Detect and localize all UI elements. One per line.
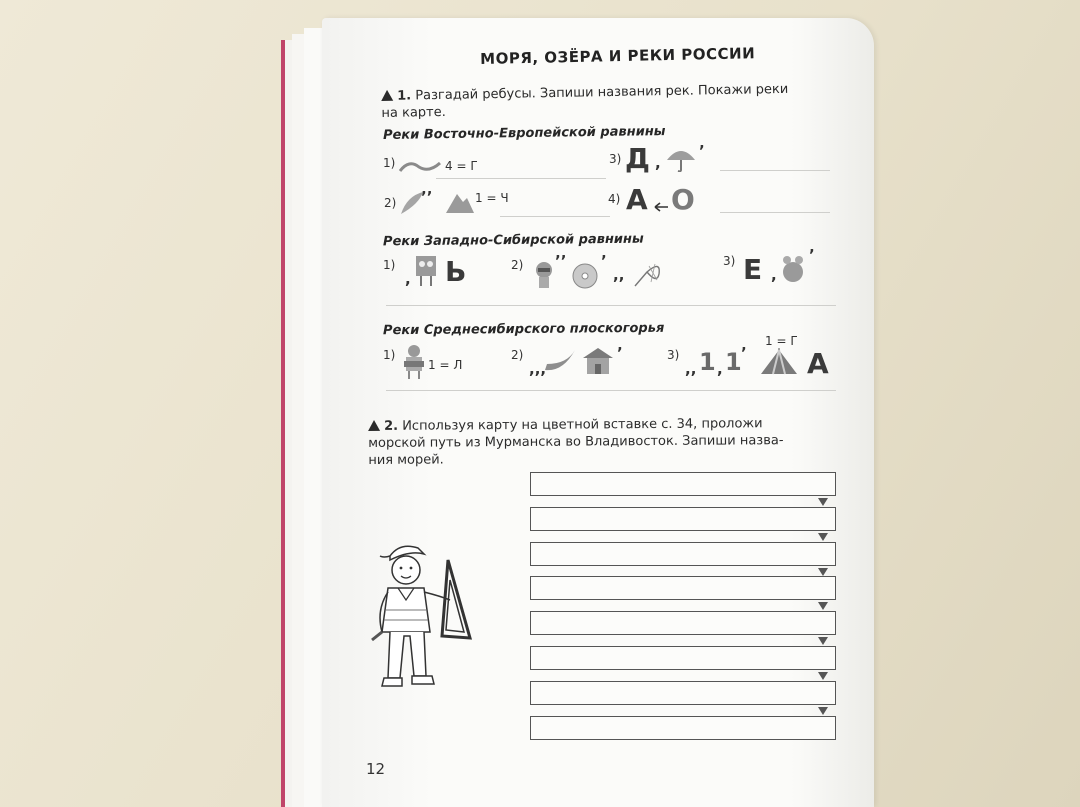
wave-icon	[399, 158, 441, 177]
rebus-label: 3)	[609, 152, 622, 166]
answer-box[interactable]	[530, 542, 836, 566]
page-title: МОРЯ, ОЗЁРА И РЕКИ РОССИИ	[480, 44, 756, 68]
answer-box[interactable]	[530, 611, 836, 635]
task1-line2: на карте.	[381, 104, 446, 121]
arrow-down-icon	[818, 533, 828, 541]
section2-rebuses	[383, 246, 833, 300]
rebus-comma: ,,	[685, 360, 697, 378]
answer-line	[500, 216, 610, 217]
arrow-down-icon	[818, 672, 828, 680]
page-number: 12	[366, 760, 386, 778]
answer-line	[386, 305, 836, 306]
rebus-comma: ’	[741, 344, 747, 362]
rebus-letter: Д	[625, 142, 650, 175]
boy-with-triangle-ruler-icon	[370, 540, 495, 704]
rebus-label: 1)	[383, 348, 396, 362]
answer-line	[720, 212, 830, 213]
answer-box[interactable]	[530, 646, 836, 670]
rebus-letter: Е	[743, 253, 763, 286]
rebus-letter: А	[807, 347, 829, 380]
rebus-comma: ’’	[421, 188, 433, 206]
circus-tent-icon	[759, 348, 799, 382]
task1-number: 1.	[397, 88, 412, 104]
rebus-label: 1)	[383, 156, 396, 170]
task2-line3: ния морей.	[368, 452, 444, 468]
cd-disc-icon	[571, 262, 599, 294]
child-reading-icon	[401, 344, 427, 384]
answer-box[interactable]	[530, 507, 836, 531]
rebus-comma: ’	[601, 252, 607, 270]
task2-line2: морской путь из Мурманска во Владивосток. Запиши назва-	[368, 433, 784, 451]
answer-box[interactable]	[530, 576, 836, 600]
rebus-hint: 1 = Л	[428, 358, 463, 372]
answer-line	[436, 178, 606, 179]
task2-line1: Используя карту на цветной вставке с. 34, проложи	[402, 416, 763, 434]
umbrella-icon	[665, 146, 697, 176]
answer-box[interactable]	[530, 716, 836, 740]
rebus-digit: 1	[699, 348, 716, 376]
house-icon	[581, 346, 615, 380]
warning-triangle-icon	[368, 420, 380, 431]
section3-rebuses	[383, 334, 843, 384]
section-heading-west-siberian: Реки Западно-Сибирской равнины	[382, 231, 644, 250]
rebus-label: 2)	[511, 348, 524, 362]
rebus-comma: ,	[655, 154, 661, 172]
arrow-down-icon	[818, 637, 828, 645]
raccoon-icon	[531, 260, 557, 294]
rebus-label: 3)	[667, 348, 680, 362]
task2-text	[368, 415, 784, 469]
arrow-down-icon	[818, 568, 828, 576]
net-icon	[631, 258, 665, 292]
banana-icon	[543, 346, 577, 378]
rebus-letter: А	[626, 183, 648, 216]
rebus-label: 1)	[383, 258, 396, 272]
section1-rebuses	[383, 142, 823, 232]
rebus-comma: ,	[405, 270, 411, 288]
mouse-icon	[779, 254, 807, 288]
arrow-down-icon	[818, 498, 828, 506]
answer-box[interactable]	[530, 472, 836, 496]
rebus-hint: 4 = Г	[445, 159, 478, 173]
rebus-hint: 1 = Ч	[475, 191, 509, 205]
rebus-comma: ’	[809, 246, 815, 264]
mountain-icon	[445, 190, 475, 218]
rebus-digit: 1	[725, 348, 742, 376]
rebus-comma: ’’	[555, 252, 567, 270]
rebus-letter: О	[671, 183, 695, 216]
rebus-comma: ,	[771, 266, 777, 284]
section-heading-central-siberian: Реки Среднесибирского плоскогорья	[382, 320, 665, 339]
arrow-down-icon	[818, 602, 828, 610]
rebus-label: 4)	[608, 192, 621, 206]
sponge-character-icon	[413, 254, 439, 292]
rebus-letter: Ь	[445, 255, 467, 288]
rebus-comma: ,,	[613, 266, 625, 284]
task2-number: 2.	[384, 418, 399, 434]
answer-line	[720, 170, 830, 171]
rebus-comma: ’	[699, 142, 705, 160]
arrow-left-icon	[651, 197, 669, 216]
rebus-label: 2)	[384, 196, 397, 210]
rebus-label: 3)	[723, 254, 736, 268]
warning-triangle-icon	[381, 90, 393, 101]
rebus-comma: ’	[617, 344, 623, 362]
answer-box[interactable]	[530, 681, 836, 705]
rebus-hint: 1 = Г	[765, 334, 798, 348]
answer-line	[386, 390, 836, 391]
arrow-down-icon	[818, 707, 828, 715]
rebus-comma: ,	[717, 360, 723, 378]
task1-text	[381, 81, 789, 122]
task1-line1: Разгадай ребусы. Запиши названия рек. Покажи реки	[415, 81, 789, 104]
section-heading-east-european: Реки Восточно-Европейской равнины	[382, 124, 666, 143]
rebus-label: 2)	[511, 258, 524, 272]
rebus-comma: ,,,	[529, 360, 547, 378]
